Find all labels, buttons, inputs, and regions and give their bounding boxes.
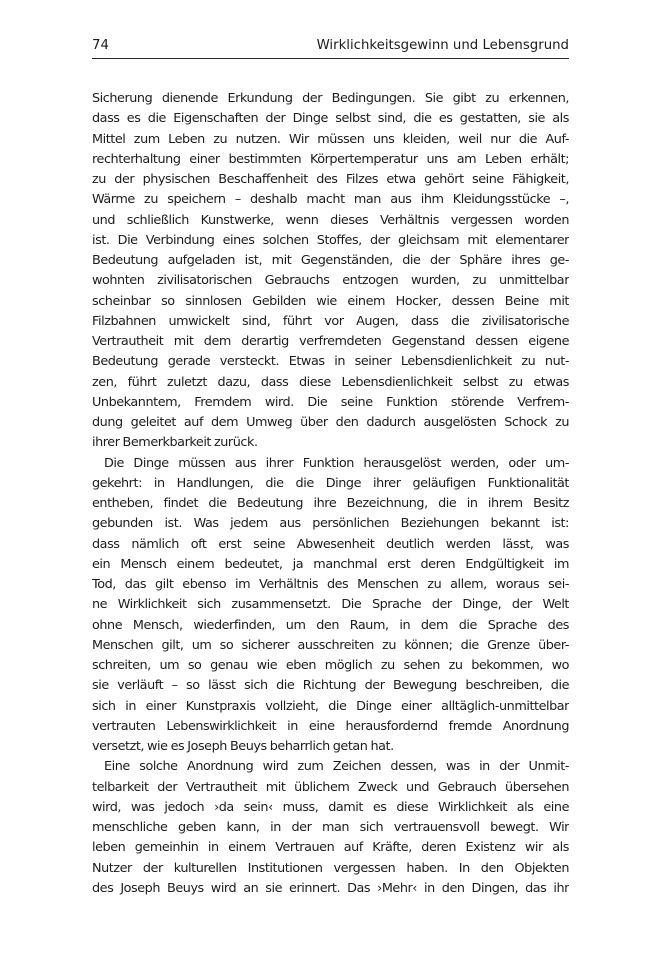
running-title: Wirklichkeitsgewinn und Lebensgrund — [316, 38, 569, 53]
text-line: zen, führt zuletzt dazu, dass diese Lebensdienlichkeit selbst zu etwas — [92, 374, 569, 390]
text-line: gebunden ist. Was jedem aus persönlichen Beziehungen bekannt ist: — [92, 516, 569, 532]
text-line: wird, was jedoch ›da sein‹ muss, damit es diese Wirklichkeit als eine — [92, 799, 569, 815]
body-text — [92, 89, 569, 899]
text-line: Die Dinge müssen aus ihrer Funktion herausgelöst werden, oder um- — [104, 455, 569, 471]
text-line: ein Mensch einem bedeutet, ja manchmal erst deren Endgültigkeit im — [92, 556, 569, 572]
running-header — [92, 36, 569, 59]
text-line: Bedeutung aufgeladen ist, mit Gegenständen, die der Sphäre ihres ge- — [92, 253, 569, 268]
text-line: sich in einer Kunstpraxis vollzieht, die Dinge einer alltäglich-unmittelbar — [92, 698, 569, 714]
text-line: rechterhaltung einer bestimmten Körpertemperatur uns am Leben erhält; — [92, 151, 569, 167]
text-line: Filzbahnen umwickelt sind, führt vor Augen, dass die zivilisatorische — [92, 313, 569, 329]
text-line: dass nämlich oft erst seine Abwesenheit deutlich werden lässt, was — [92, 536, 569, 552]
page-number: 74 — [92, 38, 109, 53]
text-line: Wärme zu speichern – deshalb macht man aus ihm Kleidungsstücke –, — [92, 192, 569, 208]
text-line: zu der physischen Beschaffenheit des Filzes etwa gehört seine Fähigkeit, — [92, 172, 569, 187]
text-line: versetzt, wie es Joseph Beuys beharrlich getan hat. — [92, 739, 394, 754]
text-line: wohnten zivilisatorischen Gebrauchs entzogen wurden, zu unmittelbar — [92, 273, 569, 289]
text-line: Sicherung dienende Erkundung der Bedingungen. Sie gibt zu erkennen, — [92, 91, 569, 106]
text-line: Mittel zum Leben zu nutzen. Wir müssen uns kleiden, weil nur die Auf- — [92, 131, 569, 147]
text-line: Bedeutung gerade versteckt. Etwas in seiner Lebensdienlichkeit zu nut- — [92, 354, 569, 370]
text-line: und schließlich Kunstwerke, wenn dieses Verhältnis vergessen worden — [92, 212, 569, 228]
text-line: menschliche geben kann, in der man sich vertrauensvoll bewegt. Wir — [92, 820, 569, 835]
text-line: Menschen gilt, um so sicherer ausschreiten zu können; die Grenze über- — [92, 637, 569, 653]
text-line: ne Wirklichkeit sich zusammensetzt. Die Sprache der Dinge, der Welt — [92, 597, 569, 613]
text-line: ohne Mensch, wiederfinden, um den Raum, in dem die Sprache des — [92, 617, 569, 633]
page-content — [92, 36, 569, 896]
text-line: Nutzer der kulturellen Institutionen vergessen haben. In den Objekten — [92, 860, 569, 876]
text-line: Tod, das gilt ebenso im Verhältnis des Menschen zu allem, woraus sei- — [92, 577, 569, 592]
text-line: schreiten, um so genau wie eben möglich zu sehen zu bekommen, wo — [92, 658, 569, 673]
text-line: des Joseph Beuys wird an sie erinnert. Das ›Mehr‹ in den Dingen, das ihr — [92, 880, 569, 896]
text-line: dung geleitet auf dem Umweg über den dadurch ausgelösten Schock zu — [92, 415, 569, 430]
text-line: Unbekanntem, Fremdem wird. Die seine Funktion störende Verfrem- — [92, 394, 569, 410]
text-line: dass es die Eigenschaften der Dinge selbst sind, die es gestatten, sie als — [92, 111, 569, 127]
text-line: Vertrautheit mit dem derartig verfremdeten Gegenstand dessen eigene — [92, 334, 569, 349]
text-line: telbarkeit der Vertrautheit mit üblichem Zweck und Gebrauch übersehen — [92, 779, 569, 795]
text-line: Eine solche Anordnung wird zum Zeichen dessen, was in der Unmit- — [104, 759, 569, 775]
text-line: scheinbar so sinnlosen Gebilden wie einem Hocker, dessen Beine mit — [92, 293, 569, 309]
text-line: vertrauten Lebenswirklichkeit in eine herausfordernd fremde Anordnung — [92, 718, 569, 734]
text-line: leben gemeinhin in einem Vertrauen auf Kräfte, deren Existenz wir als — [92, 840, 569, 856]
text-line: gekehrt: in Handlungen, die die Dinge ihrer geläufigen Funktionalität — [92, 475, 569, 491]
text-line: ist. Die Verbindung eines solchen Stoffes, der gleichsam mit elementarer — [92, 232, 569, 248]
text-line: sie verläuft – so lässt sich die Richtung der Bewegung beschreiben, die — [92, 678, 569, 694]
text-line: entheben, findet die Bedeutung ihre Bezeichnung, die in ihrem Besitz — [92, 496, 569, 511]
text-line: ihrer Bemerkbarkeit zurück. — [92, 435, 258, 451]
